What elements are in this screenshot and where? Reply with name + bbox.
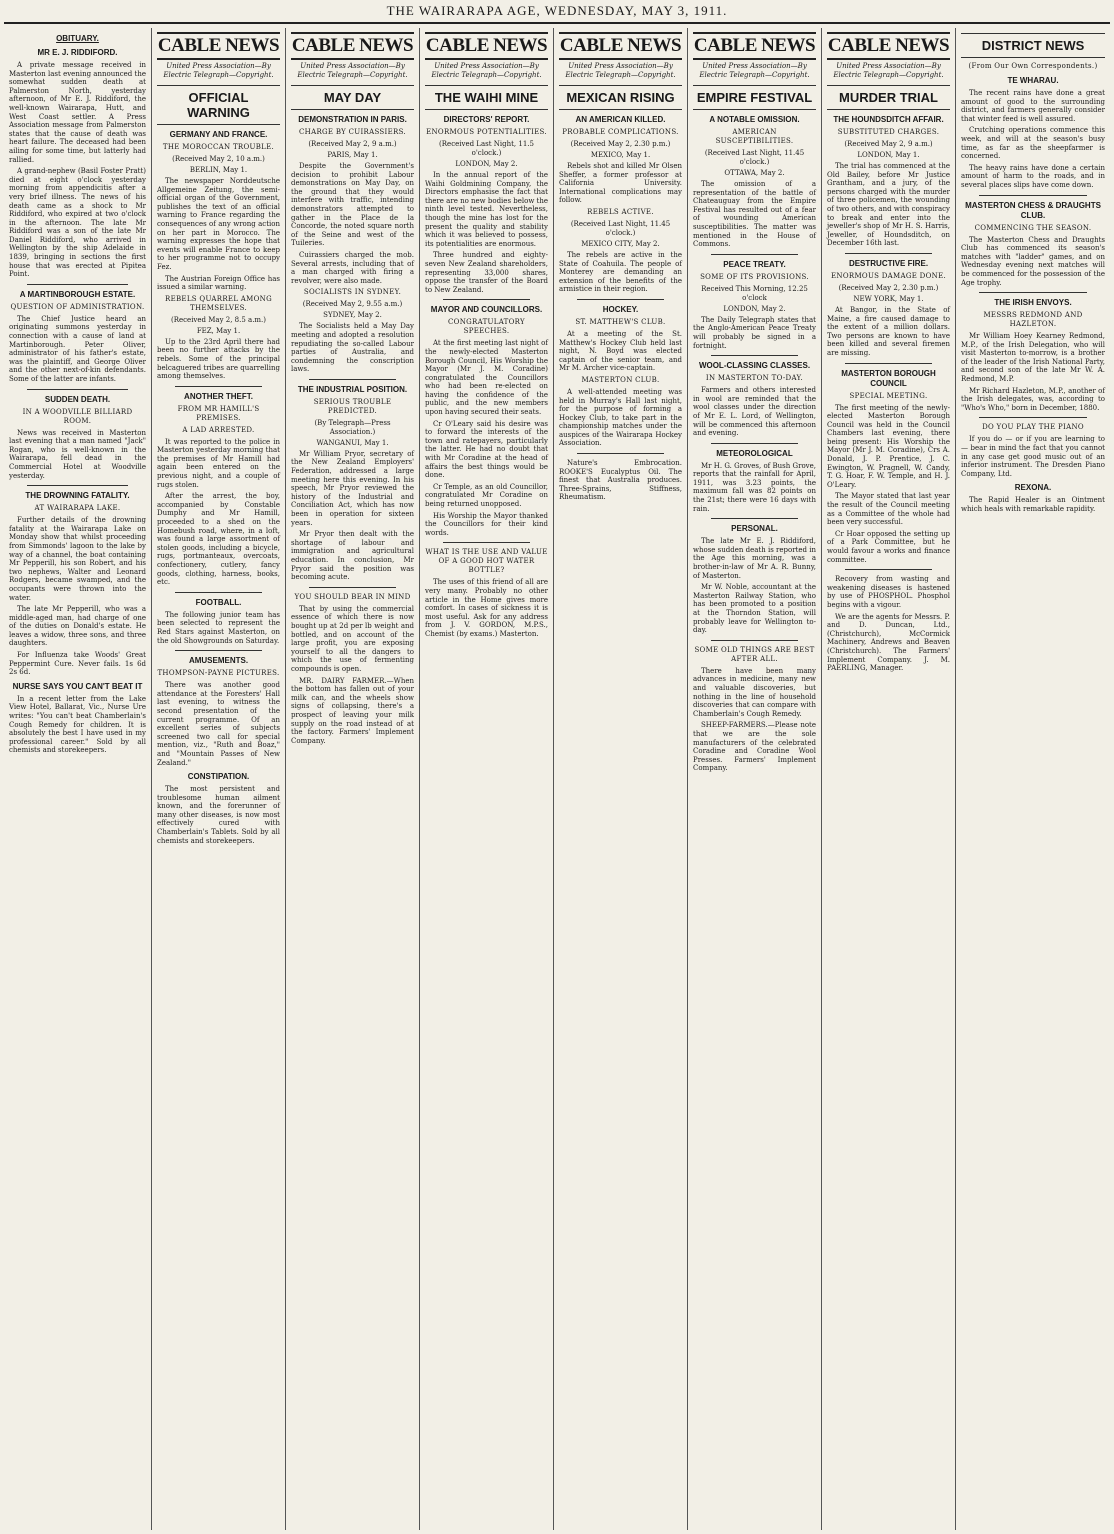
- divider: [979, 292, 1087, 293]
- column-district: [956, 28, 1110, 1530]
- paragraph: The Daily Telegraph states that the Anglo-American Peace Treaty will probably be signed in a fortnight.: [693, 315, 816, 350]
- paragraph: The recent rains have done a great amount of good to the surrounding district, and farmers generally consider that winter feed is well assured.: [961, 89, 1105, 123]
- deck: QUESTION OF ADMINISTRATION.: [10, 302, 145, 311]
- subheadline: THE HOUNDSDITCH AFFAIR.: [833, 115, 944, 124]
- divider: [577, 453, 664, 454]
- divider: [845, 363, 932, 364]
- deck: THOMPSON-PAYNE PICTURES.: [157, 669, 280, 678]
- deck: SERIOUS TROUBLE PREDICTED.: [313, 397, 392, 415]
- subheadline: WOOL-CLASSING CLASSES.: [698, 361, 811, 371]
- paragraph: After the arrest, the boy, accompanied by Constable Dumphy and Mr Hamill, proceeded to a shed on the Homebush road, where, in a loft, was found a large assortment of stolen goods, including a bicycle, rugs, portmanteaux, overcoats, confectionery, cutlery, fancy goods, clothing, harness, books, etc.: [157, 492, 280, 587]
- subheadline: A NOTABLE OMISSION.: [709, 115, 800, 124]
- paragraph: At the first meeting last night of the newly-elected Masterton Borough Council, His Worship the Mayor (Mr J. M. Coradine) congratulated the Councillors who had been re-elected on having the confidence of the public, and the new members upon having secured their seats.: [425, 339, 548, 417]
- subheadline: FOOTBALL.: [195, 597, 242, 607]
- divider: [577, 299, 664, 300]
- paragraph: For Influenza take Woods' Great Peppermint Cure. Never fails. 1s 6d 2s 6d.: [9, 651, 146, 677]
- columns-container: [4, 28, 1110, 1530]
- paragraph: Cr Temple, as an old Councillor, congratulated Mr Coradine on being returned unopposed.: [425, 482, 548, 508]
- deck: PROBABLE COMPLICATIONS.: [562, 128, 679, 136]
- subheadline: MASTERTON BOROUGH COUNCIL: [841, 368, 936, 388]
- divider: [175, 386, 262, 387]
- subheadline: MASTERTON CHESS & DRAUGHTS CLUB.: [965, 200, 1101, 220]
- paragraph: Mr Richard Hazleton, M.P., another of the Irish delegates, was, according to "Who's Who," born in December, 1880.: [961, 386, 1105, 412]
- divider: [309, 587, 396, 588]
- subheadline: THE INDUSTRIAL POSITION.: [297, 384, 408, 394]
- dateline: LONDON, May 2.: [455, 160, 518, 168]
- subheadline: AMUSEMENTS.: [188, 656, 249, 666]
- paragraph: Recovery from wasting and weakening diseases is hastened by use of PHOSPHOL. Phosphol begins with a vigour.: [827, 575, 950, 609]
- deck: (From Our Own Correspondents.): [968, 62, 1098, 70]
- divider: [845, 253, 932, 254]
- press-credit: United Press Association—By Electric Telegraph—Copyright.: [431, 62, 542, 79]
- subheadline: SUDDEN DEATH.: [44, 394, 111, 404]
- divider: [711, 254, 798, 255]
- deck: SOME OLD THINGS ARE BEST AFTER ALL.: [694, 645, 815, 663]
- paragraph: SHEEP-FARMERS.—Please note that we are the sole manufacturers of the celebrated Coradine and Coradine Wool Presses. Farmers' Implement Company.: [693, 721, 816, 773]
- column-cable-4: [554, 28, 688, 1530]
- paragraph: The rebels are active in the State of Coahuila. The people of Monterey are demanding an extension of the benefits of the armistice in their region.: [559, 250, 682, 294]
- headline: EMPIRE FESTIVAL: [693, 85, 816, 110]
- press-credit: United Press Association—By Electric Telegraph—Copyright.: [833, 62, 944, 79]
- column-cable-1: [152, 28, 286, 1530]
- paragraph: Up to the 23rd April there had been no further attacks by the rebels. Some of the principal belcaguered tribes are quarrelling among themselves.: [157, 337, 280, 381]
- paragraph: The late Mr Pepperill, who was a middle-aged man, had charge of one of the duties on Donald's estate. He leaves a widow, three sons, and three daughters.: [9, 605, 146, 648]
- subheadline: REXONA.: [1014, 483, 1052, 493]
- cable-news-banner: CABLE NEWS: [425, 32, 548, 60]
- deck: DO YOU PLAY THE PIANO: [982, 423, 1084, 432]
- dateline: (By Telegraph—Press Association.): [314, 418, 391, 436]
- subheadline: A MARTINBOROUGH ESTATE.: [19, 289, 136, 299]
- cable-news-banner: CABLE NEWS: [693, 32, 816, 60]
- dateline: (Received May 2, 2.30 p.m.): [570, 140, 671, 148]
- dateline: (Received May 2, 9.55 a.m.): [302, 300, 403, 309]
- subheadline: HOCKEY.: [602, 304, 639, 314]
- divider: [711, 355, 798, 356]
- subheadline: GERMANY AND FRANCE.: [169, 130, 268, 139]
- column-cable-5: [688, 28, 822, 1530]
- paragraph: A well-attended meeting was held in Murray's Hall last night, for the purpose of forming a Hockey Club, to take part in the championship matches under the auspices of the Wairarapa Hockey Association.: [559, 387, 682, 448]
- press-credit: United Press Association—By Electric Telegraph—Copyright.: [297, 62, 408, 79]
- paragraph: In a recent letter from the Lake View Hotel, Ballarat, Vic., Nurse Ure writes: "You can't beat Chamberlain's Cough Remedy for children. It is absolutely the best I have used in my professional career." Sold by all chemists and storekeepers.: [9, 694, 146, 755]
- subheadline: METEOROLOGICAL: [716, 448, 793, 458]
- deck: ST. MATTHEW'S CLUB.: [575, 317, 666, 326]
- masthead-rule: [4, 22, 1110, 24]
- paragraph: A private message received in Masterton last evening announced the somewhat sudden death at Palmerston North, yesterday afternoon, of Mr E. J. Riddiford, the well-known Wairarapa, Hutt, and West Coast settler. A Press Association message from Palmerston states that the cause of death was heart failure. The deceased had been ailing for some time, but latterly had rallied.: [9, 61, 146, 164]
- cable-news-banner: CABLE NEWS: [827, 32, 950, 60]
- dateline: WANGANUI, May 1.: [316, 438, 389, 447]
- subheadline: NURSE SAYS YOU CAN'T BEAT IT: [12, 681, 143, 691]
- paragraph: The uses of this friend of all are very many. Probably no other article in the Home gives more comfort. In cases of sickness it is most useful. Ask for any address from J. V. GORDON, M.P.S., Chemist (by exams.) Masterton.: [425, 578, 548, 638]
- dateline: LONDON, May 1.: [857, 151, 920, 159]
- divider: [711, 518, 798, 519]
- dateline: (Received Last Night, 11.45 o'clock.): [704, 149, 805, 166]
- subheadline: PEACE TREATY.: [723, 259, 786, 269]
- dateline: OTTAWA, May 2.: [724, 169, 785, 177]
- dateline: PARIS, May 1.: [327, 151, 378, 159]
- subheadline: DEMONSTRATION IN PARIS.: [298, 115, 407, 124]
- paragraph: The Austrian Foreign Office has issued a similar warning.: [157, 274, 280, 292]
- paragraph: The newspaper Norddeutsche Allgemeine Zeitung, the semi-official organ of the Government, publishes the text of an official warning to France regarding the consequences of any wrong action on her part in Morocco. The warning expresses the hope that events will enable France to keep to her programme not to occupy Fez.: [157, 177, 280, 271]
- deck: REBELS QUARREL AMONG THEMSELVES.: [165, 294, 272, 312]
- subheadline: TE WHARAU.: [1007, 76, 1059, 85]
- paragraph: We are the agents for Messrs. P. and D. Duncan, Ltd., (Christchurch), McCormick Machinery, Andrews and Beaven (Christchurch). The Farmers' Implement Company. J. M. PAERLING, Manager.: [827, 612, 950, 673]
- dateline: FEZ, May 1.: [196, 326, 241, 335]
- divider: [979, 195, 1087, 196]
- deck: REBELS ACTIVE.: [587, 207, 654, 216]
- column-cable-6: [822, 28, 956, 1530]
- divider: [175, 650, 262, 651]
- subheadline: DIRECTORS' REPORT.: [443, 115, 530, 124]
- paragraph: At a meeting of the St. Matthew's Hockey Club held last night, N. Boyd was elected captain of the senior team, and Mr M. Archer vice-captain.: [559, 329, 682, 373]
- paragraph: A grand-nephew (Basil Foster Pratt) died at eight o'clock yesterday morning from appendicitis after a very brief illness. The news of his death came as a shock to Mr Riddiford, who expired at two o'clock in the afternoon. The late Mr Riddiford was a son of the late Mr Daniel Riddiford, who arrived in Wellington by the ship Adelaide in 1839, bringing in sections the first house that was erected at Pipitea Point.: [9, 167, 146, 279]
- dateline: MEXICO CITY, May 2.: [581, 239, 660, 248]
- paragraph: The trial has commenced at the Old Bailey, before Mr Justice Grantham, and a jury, of the persons charged with the murder of three policemen, the wounding of two others, and with conspiracy to break and enter into the jeweller's shop of Mr H. S. Harris, Jeweller, of Houndsditch, on December 16th last.: [827, 162, 950, 248]
- paragraph: Rebels shot and killed Mr Olsen Sheffer, a former professor at California University. International complications may follow.: [559, 162, 682, 205]
- paragraph: The Chief Justice heard an originating summons yesterday in connection with a cause of land at Martinborough. Peter Oliver, administrator of his father's estate, was the plaintiff, and George Oliver and the other next-of-kin defendants. Some of the latter are infants.: [9, 314, 146, 383]
- dateline: NEW YORK, May 1.: [853, 294, 924, 303]
- dateline: (Received May 2, 10 a.m.): [172, 155, 265, 163]
- deck: THE MOROCCAN TROUBLE.: [162, 143, 275, 151]
- subheadline: THE IRISH ENVOYS.: [994, 298, 1072, 308]
- cable-news-banner: CABLE NEWS: [157, 32, 280, 60]
- subheadline: MR E. J. RIDDIFORD.: [37, 48, 118, 57]
- paragraph: Three hundred and eighty-seven New Zealand shareholders, representing 33,000 shares, oppose the transfer of the Board to New Zealand.: [425, 251, 548, 294]
- paragraph: Cr Hoar opposed the setting up of a Park Committee, but he would favour a works and finance committee.: [827, 529, 950, 564]
- column-cable-3: [420, 28, 554, 1530]
- divider: [979, 417, 1087, 418]
- deck: MESSRS REDMOND AND HAZLETON.: [983, 311, 1083, 329]
- column-cable-2: [286, 28, 420, 1530]
- deck: AMERICAN SUSCEPTIBILITIES.: [715, 128, 794, 145]
- divider: [27, 284, 128, 285]
- deck: FROM MR HAMILL'S PREMISES.: [177, 404, 260, 422]
- paragraph: That by using the commercial essence of which there is now bought up at 2d per lb weight and bottled, and on account of the large profit, you are exposing yourself to all the dangers to which the use of fermenting compounds is open.: [291, 604, 414, 673]
- deck: ENORMOUS DAMAGE DONE.: [831, 271, 946, 280]
- cable-news-banner: CABLE NEWS: [559, 32, 682, 60]
- deck: YOU SHOULD BEAR IN MIND: [294, 592, 411, 601]
- paragraph: The omission of a representation of the battle of Chateauguay from the Empire Festival has resulted out of a fear of wounding American susceptibilities. The matter was mentioned in the House of Commons.: [693, 180, 816, 249]
- paragraph: There have been many advances in medicine, many new and valuable discoveries, but nothing in the line of household discoveries that can compare with Chamberlain's Cough Remedy.: [693, 666, 816, 718]
- deck: CONGRATULATORY SPEECHES.: [448, 318, 525, 336]
- divider: [175, 592, 262, 593]
- paragraph: The Mayor stated that last year the result of the Council meeting as a Committee of the whole had been very successful.: [827, 492, 950, 527]
- dateline: (Received May 2, 2.30 p.m.): [838, 283, 939, 292]
- paragraph: His Worship the Mayor thanked the Councillors for their kind words.: [425, 511, 548, 537]
- divider: [845, 569, 932, 570]
- dateline: Received This Morning, 12.25 o'clock: [701, 284, 808, 302]
- subheadline: PERSONAL.: [731, 524, 778, 534]
- paragraph: The most persistent and troublesome human ailment known, and the forerunner of many other diseases, is now most effectively cured with Chamberlain's Tablets. Sold by all chemists and storekeepers.: [157, 785, 280, 845]
- paragraph: Cr O'Leary said his desire was to forward the interests of the town and ratepayers, particularly the latter. He had no doubt that with Mr Coradine at the head of affairs the best things would be done.: [425, 419, 548, 480]
- deck: IN MASTERTON TO-DAY.: [705, 374, 804, 383]
- subheadline: THE DROWNING FATALITY.: [25, 491, 130, 501]
- subheadline: DESTRUCTIVE FIRE.: [848, 258, 929, 268]
- press-credit: United Press Association—By Electric Telegraph—Copyright.: [565, 62, 676, 79]
- paragraph: The following junior team has been selected to represent the Red Stars against Masterton, on the old Showgrounds on Saturday.: [157, 610, 280, 645]
- column-local-1: [4, 28, 152, 1530]
- masthead: THE WAIRARAPA AGE, WEDNESDAY, MAY 3, 1911.: [386, 3, 728, 18]
- divider: [711, 640, 798, 641]
- paragraph: Crutching operations commence this week, and will at the season's busy time, as far as the sheepfarmer is concerned.: [961, 126, 1105, 161]
- divider: [711, 443, 798, 444]
- dateline: SYDNEY, May 2.: [323, 311, 382, 320]
- paragraph: Despite the Government's decision to prohibit Labour demonstrations on May Day, on the ground that they would interfere with traffic, intending demonstrators attempted to gather in the Place de la Concorde, the noted square north of the Seine and west of the Tuileries.: [291, 162, 414, 248]
- dateline: BERLIN, May 1.: [189, 166, 248, 174]
- paragraph: Farmers and others interested in wool are reminded that the wool classes under the direction of Mr E. L. Lord, of Wellington, will be commenced this afternoon and evening.: [693, 386, 816, 438]
- paragraph: Further details of the drowning fatality at the Wairarapa Lake on Monday show that whilst proceeding from Simmonds' lagoon to the lake by way of a channel, the boat containing Mr Pepperill, his son Robert, and his two nephews, Walter and Leonard Rodgers, became swamped, and the occupants were thrown into the water.: [9, 516, 146, 602]
- paragraph: The Masterton Chess and Draughts Club has commenced its season's matches with "ladder" games, and on Wednesday evening next matches will be commenced for the possession of the Age trophy.: [961, 235, 1105, 287]
- paragraph: The heavy rains have done a certain amount of harm to the roads, and in several places slips have come down.: [961, 163, 1105, 189]
- dateline: LONDON, May 2.: [723, 304, 786, 313]
- deck: ENORMOUS POTENTIALITIES.: [426, 128, 547, 136]
- headline: THE WAIHI MINE: [425, 85, 548, 110]
- deck: WHAT IS THE USE AND VALUE OF A GOOD HOT WATER BOTTLE?: [425, 548, 548, 575]
- subheadline: CONSTIPATION.: [187, 772, 250, 782]
- paragraph: Mr William Hoey Kearney Redmond, M.P., of the Irish Delegation, who will visit Masterton to-morrow, is a brother of the leader of the Irish National Party, and second son of the late Mr W. A. Redmond, M.P.: [961, 332, 1105, 384]
- paragraph: Mr W. Noble, accountant at the Masterton Railway Station, who has been promoted to a position at the Thorndon Station, will probably leave for Wellington to-day.: [693, 583, 816, 635]
- paragraph: It was reported to the police in Masterton yesterday morning that the premises of Mr Hamill had again been entered on the previous night, and a couple of rugs stolen.: [157, 437, 280, 489]
- deck: SOCIALISTS IN SYDNEY.: [303, 288, 402, 297]
- dateline: MEXICO, May 1.: [590, 151, 651, 159]
- headline: DISTRICT NEWS: [961, 33, 1105, 58]
- paragraph: Mr William Pryor, secretary of the New Zealand Employers' Federation, addressed a large meeting here this evening. In his speech, Mr Pryor reviewed the history of the Industrial and Conciliation Act, which has now been in operation for sixteen years.: [291, 449, 414, 527]
- headline: MURDER TRIAL: [827, 85, 950, 110]
- deck: SPECIAL MEETING.: [849, 391, 928, 400]
- subheadline: AN AMERICAN KILLED.: [575, 115, 666, 124]
- subheadline: MAYOR AND COUNCILLORS.: [430, 305, 543, 315]
- deck: SUBSTITUTED CHARGES.: [837, 128, 940, 136]
- divider: [443, 299, 530, 300]
- dateline: (Received May 2, 9 a.m.): [308, 140, 397, 148]
- paragraph: Mr Pryor then dealt with the shortage of labour and immigration and agricultural education. In conclusion, Mr Pryor said the position was becoming acute.: [291, 530, 414, 582]
- paragraph: The Socialists held a May Day meeting and adopted a resolution repudiating the so-called Labour parties of Australia, and condemning the conscription laws.: [291, 322, 414, 374]
- paragraph: There was another good attendance at the Foresters' Hall last evening, to witness the second presentation of the current programme. Of an excellent series of subjects screened two call for special mention, viz., "Ruth and Boaz," and "Mountain Passes of New Zealand.": [157, 681, 280, 767]
- divider: [443, 542, 530, 543]
- section-heading: OBITUARY.: [56, 34, 99, 43]
- paragraph: The first meeting of the newly-elected Masterton Borough Council was held in the Council Chambers last evening, there being present: His Worship the Mayor (Mr J. M. Coradine), Crs A. Donald, J. P. Prentice, J. C. Ewington, W. Pragnell, W. Candy, T. G. Hoar, F. W. Temple, and H. J. O'Leary.: [827, 403, 950, 489]
- deck: SOME OF ITS PROVISIONS.: [700, 272, 809, 281]
- headline: MEXICAN RISING: [559, 85, 682, 110]
- headline: OFFICIAL WARNING: [157, 85, 280, 125]
- press-credit: United Press Association—By Electric Telegraph—Copyright.: [163, 62, 274, 79]
- paragraph: Nature's Embrocation. ROOKE'S Eucalyptus Oil. The finest that Australia produces. Three-Sprains, Stiffness, Rheumatism.: [559, 459, 682, 502]
- deck: A LAD ARRESTED.: [182, 425, 255, 434]
- divider: [309, 379, 396, 380]
- paragraph: Mr H. G. Groves, of Bush Grove, reports that the rainfall for April, 1911, was 3.23 points, the maximum fall was 82 points on the 21st; there were 16 days with rain.: [693, 461, 816, 513]
- deck: IN A WOODVILLE BILLIARD ROOM.: [22, 407, 133, 425]
- paragraph: The Rapid Healer is an Ointment which heals with remarkable rapidity.: [961, 496, 1105, 513]
- subheadline: ANOTHER THEFT.: [184, 391, 253, 401]
- cable-news-banner: CABLE NEWS: [291, 32, 414, 60]
- divider: [27, 485, 128, 486]
- dateline: (Received May 2, 8.5 a.m.): [170, 315, 267, 324]
- dateline: (Received Last Night, 11.45 o'clock.): [570, 219, 671, 237]
- deck: MASTERTON CLUB.: [581, 375, 660, 384]
- headline: MAY DAY: [291, 85, 414, 110]
- divider: [27, 389, 128, 390]
- paragraph: News was received in Masterton last evening that a man named "Jack" Rogan, who is well-known in the Wairarapa, fell dead in the Commercial Hotel at Woodville yesterday.: [9, 428, 146, 480]
- dateline: (Received May 2, 9 a.m.): [844, 140, 933, 148]
- paragraph: In the annual report of the Waihi Goldmining Company, the Directors emphasise the fact that there are no new bodies below the ninth level tested. Nevertheless, though the mine has lost for the present the quality and stability which it was believed to possess, its potentialities are enormous.: [425, 171, 549, 248]
- dateline: (Received Last Night, 11.5 o'clock.): [439, 140, 534, 157]
- paragraph: At Bangor, in the State of Maine, a fire caused damage to the extent of a million dollars. Two persons are known to have been killed and several firemen are missing.: [827, 305, 950, 357]
- paragraph: MR. DAIRY FARMER.—When the bottom has fallen out of your milk can, and the wheels show signs of collapsing, there's a prospect of leaving your milk supply on the road instead of at the factory. Farmers' Implement Company.: [291, 676, 414, 745]
- paragraph: The late Mr E. J. Riddiford, whose sudden death is reported in the Age this morning, was a brother-in-law of Mr A. R. Bunny, of Masterton.: [693, 537, 816, 580]
- paragraph: If you do — or if you are learning to — bear in mind the fact that you cannot in any case get good music out of an inferior instrument. The Dresden Piano Company, Ltd.: [961, 435, 1105, 478]
- deck: COMMENCING THE SEASON.: [974, 223, 1092, 232]
- paragraph: Cuirassiers charged the mob. Several arrests, including that of a man charged with firing a revolver, were also made.: [291, 250, 414, 285]
- deck: CHARGE BY CUIRASSIERS.: [299, 128, 406, 136]
- deck: AT WAIRARAPA LAKE.: [34, 504, 121, 513]
- press-credit: United Press Association—By Electric Telegraph—Copyright.: [699, 62, 810, 79]
